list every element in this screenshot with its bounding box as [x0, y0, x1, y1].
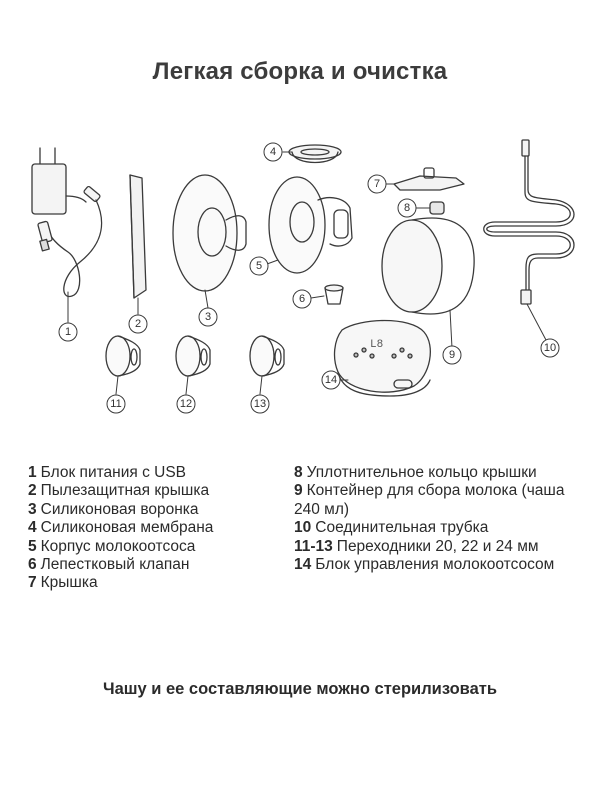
callout-5: 5 — [255, 260, 263, 272]
legend-right-column — [294, 464, 586, 574]
silicone-funnel-icon — [173, 175, 246, 291]
callout-7: 7 — [373, 178, 381, 190]
legend-item: 10 Соединительная трубка — [294, 519, 489, 537]
legend-item: 6 Лепестковый клапан — [28, 556, 190, 574]
callout-2: 2 — [134, 318, 142, 330]
power-adapter-icon — [32, 148, 102, 296]
legend-item: 4 Силиконовая мембрана — [28, 519, 214, 537]
callout-1: 1 — [64, 326, 72, 338]
device-display-text: L8 — [370, 339, 384, 351]
legend-left-column — [28, 464, 290, 593]
legend-item: 5 Корпус молокоотсоса — [28, 537, 196, 555]
callout-3: 3 — [204, 311, 212, 323]
dust-cover-icon — [130, 175, 146, 298]
callout-13: 13 — [253, 398, 267, 410]
connecting-tube-icon — [484, 140, 574, 304]
adapter-20-icon — [106, 336, 140, 376]
legend-item: 7 Крышка — [28, 574, 98, 592]
silicone-membrane-icon — [289, 145, 341, 163]
pump-body-icon — [269, 177, 352, 273]
duckbill-valve-icon — [325, 285, 343, 304]
callout-14: 14 — [324, 374, 338, 386]
callout-10: 10 — [543, 342, 557, 354]
callout-11: 11 — [110, 398, 122, 410]
callout-6: 6 — [298, 293, 306, 305]
legend-item: 2 Пылезащитная крышка — [28, 482, 210, 500]
page-title: Легкая сборка и очистка — [152, 58, 448, 85]
legend-item: 14 Блок управления молокоотсосом — [294, 556, 555, 574]
callout-4: 4 — [269, 146, 277, 158]
callout-8: 8 — [403, 202, 411, 214]
legend-item: 9 Контейнер для сбора молока (чаша 240 мл) — [294, 482, 565, 518]
callout-9: 9 — [448, 349, 456, 361]
lid-icon — [394, 168, 464, 190]
sealing-ring-icon — [430, 202, 444, 214]
milk-container-icon — [382, 218, 474, 314]
adapter-22-icon — [176, 336, 210, 376]
legend-item: 8 Уплотнительное кольцо крышки — [294, 464, 537, 481]
adapter-24-icon — [250, 336, 284, 376]
legend-item: 11-13 Переходники 20, 22 и 24 мм — [294, 537, 539, 555]
legend-item: 3 Силиконовая воронка — [28, 500, 199, 518]
legend-item: 1 Блок питания с USB — [28, 464, 186, 481]
control-unit-icon — [335, 321, 431, 397]
footer-note: Чашу и ее составляющие можно стерилизовать — [102, 680, 498, 698]
callout-12: 12 — [179, 398, 193, 410]
